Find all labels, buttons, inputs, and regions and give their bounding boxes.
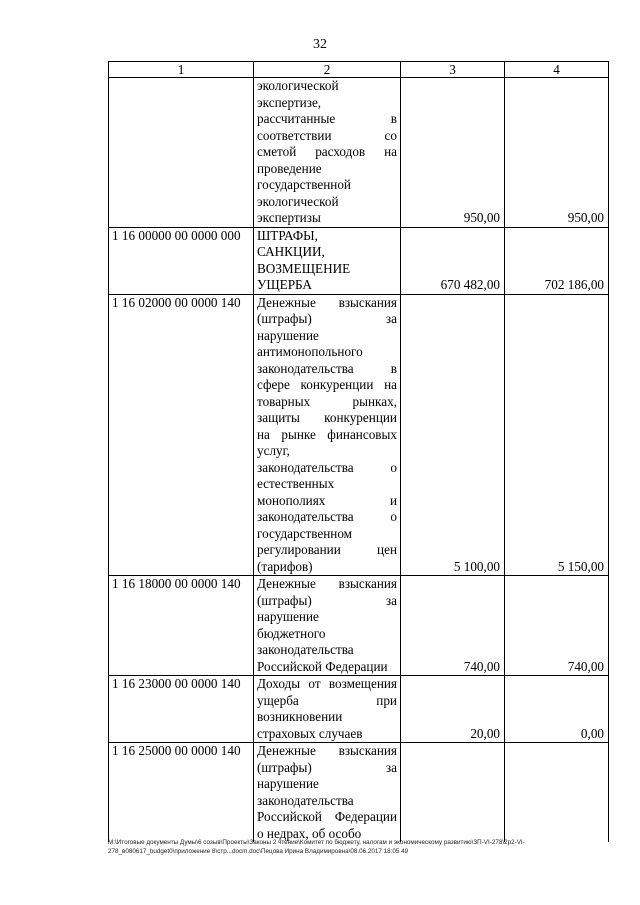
amount-year-1 bbox=[401, 743, 505, 843]
revenue-name-line: Денежные взыскания bbox=[257, 294, 397, 310]
revenue-code: 1 16 25000 00 0000 140 bbox=[109, 743, 254, 843]
revenue-name-line: законодательства в bbox=[257, 360, 397, 376]
revenue-name-line: САНКЦИИ, bbox=[257, 244, 325, 259]
table-row bbox=[109, 294, 609, 576]
table-row bbox=[109, 743, 609, 843]
amount-year-2: 0,00 bbox=[505, 676, 609, 743]
revenue-name-line: ШТРАФЫ, bbox=[257, 227, 318, 243]
amount-year-2: 950,00 bbox=[505, 78, 609, 228]
amount-year-1: 670 482,00 bbox=[401, 227, 505, 294]
revenue-name-line: сметой расходов на bbox=[257, 144, 397, 159]
revenue-name-line: экологической bbox=[257, 193, 339, 209]
revenue-name-line: законодательства bbox=[257, 642, 354, 657]
revenue-name bbox=[254, 576, 401, 676]
revenue-name-line: экологической bbox=[257, 78, 339, 93]
revenue-name-line: на рынке финансовых bbox=[257, 426, 397, 442]
revenue-name-line: о недрах, об особо bbox=[257, 825, 362, 841]
revenue-code bbox=[109, 78, 254, 228]
revenue-name-line: экспертизе, bbox=[257, 94, 322, 110]
revenue-code: 1 16 00000 00 0000 000 bbox=[109, 227, 254, 294]
table-row bbox=[109, 78, 609, 228]
amount-year-1: 740,00 bbox=[401, 576, 505, 676]
revenue-name-line: Денежные взыскания bbox=[257, 743, 397, 758]
revenue-name-line: услуг, bbox=[257, 443, 290, 458]
revenue-name-line: бюджетного bbox=[257, 625, 326, 641]
amount-year-1: 950,00 bbox=[401, 78, 505, 228]
revenue-code: 1 16 02000 00 0000 140 bbox=[109, 294, 254, 576]
revenue-name-line: Российской Федерации bbox=[257, 809, 397, 824]
revenue-name-line: нарушение bbox=[257, 327, 319, 343]
file-path-footer bbox=[108, 838, 578, 856]
revenue-name-line: страховых случаев bbox=[257, 725, 363, 741]
revenue-code: 1 16 23000 00 0000 140 bbox=[109, 676, 254, 743]
revenue-name-line: экспертизы bbox=[257, 210, 321, 225]
revenue-name-line: рассчитанные в bbox=[257, 111, 397, 126]
table-row bbox=[109, 576, 609, 676]
revenue-name-line: государственной bbox=[257, 177, 351, 192]
revenue-name-line: регулировании цен bbox=[257, 542, 397, 557]
revenue-name-line: (тарифов) bbox=[257, 558, 313, 574]
amount-year-2 bbox=[505, 743, 609, 843]
revenue-name-line: (штрафы) за bbox=[257, 592, 397, 608]
revenue-name-line: (штрафы) за bbox=[257, 311, 397, 326]
revenue-name-line: государственном bbox=[257, 525, 353, 541]
revenue-code: 1 16 18000 00 0000 140 bbox=[109, 576, 254, 676]
revenue-name-line: законодательства о bbox=[257, 509, 397, 524]
revenue-name-line: Денежные взыскания bbox=[257, 576, 397, 591]
revenue-name bbox=[254, 78, 401, 228]
revenue-name-line: ВОЗМЕЩЕНИЕ bbox=[257, 260, 351, 276]
revenue-name-line: сфере конкуренции на bbox=[257, 377, 397, 392]
revenue-name-line: проведение bbox=[257, 160, 322, 176]
revenue-name-line: нарушение bbox=[257, 609, 319, 624]
revenue-name bbox=[254, 227, 401, 294]
revenue-name-line: УЩЕРБА bbox=[257, 277, 312, 292]
revenue-name-line: (штрафы) за bbox=[257, 759, 397, 775]
revenue-name-line: монополиях и bbox=[257, 492, 397, 508]
revenue-name-line: законодательства bbox=[257, 792, 354, 808]
revenue-name-line: Доходы от возмещения bbox=[257, 676, 397, 691]
amount-year-1: 20,00 bbox=[401, 676, 505, 743]
amount-year-2: 702 186,00 bbox=[505, 227, 609, 294]
footer-line: 278_в080617_budget0\приложение 8\стр...docm.doc\Пецова Ирина Владимировна\08.06.2017 18:05 49 bbox=[108, 848, 409, 855]
revenue-name-line: товарных рынках, bbox=[257, 393, 397, 409]
revenue-name-line: Российской Федерации bbox=[257, 658, 388, 674]
revenue-name bbox=[254, 676, 401, 743]
revenue-name-line: нарушение bbox=[257, 776, 319, 791]
amount-year-2: 740,00 bbox=[505, 576, 609, 676]
revenue-name-line: ущерба при bbox=[257, 692, 397, 708]
table-row bbox=[109, 227, 609, 294]
column-header: 4 bbox=[505, 62, 609, 78]
revenue-name-line: естественных bbox=[257, 476, 335, 491]
revenue-name-line: соответствии со bbox=[257, 127, 397, 143]
column-header: 3 bbox=[401, 62, 505, 78]
revenue-table bbox=[108, 61, 609, 842]
revenue-name-line: возникновении bbox=[257, 709, 343, 724]
footer-line: М:\Итоговые документы Думы\6 созыв\Проекты\Законы 2 чтение\Комитет по бюджету, налогам и экономическому развитию\ЗП-VI-278\2р2-VI- bbox=[108, 839, 525, 846]
column-header: 1 bbox=[109, 62, 254, 78]
amount-year-1: 5 100,00 bbox=[401, 294, 505, 576]
table-header-row bbox=[109, 62, 609, 78]
revenue-name bbox=[254, 294, 401, 576]
revenue-name-line: антимонопольного bbox=[257, 344, 363, 359]
page-number: 32 bbox=[313, 37, 327, 52]
table-row bbox=[109, 676, 609, 743]
revenue-name-line: защиты конкуренции bbox=[257, 410, 397, 425]
revenue-name bbox=[254, 743, 401, 843]
revenue-name-line: законодательства о bbox=[257, 459, 397, 475]
column-header: 2 bbox=[254, 62, 401, 78]
amount-year-2: 5 150,00 bbox=[505, 294, 609, 576]
